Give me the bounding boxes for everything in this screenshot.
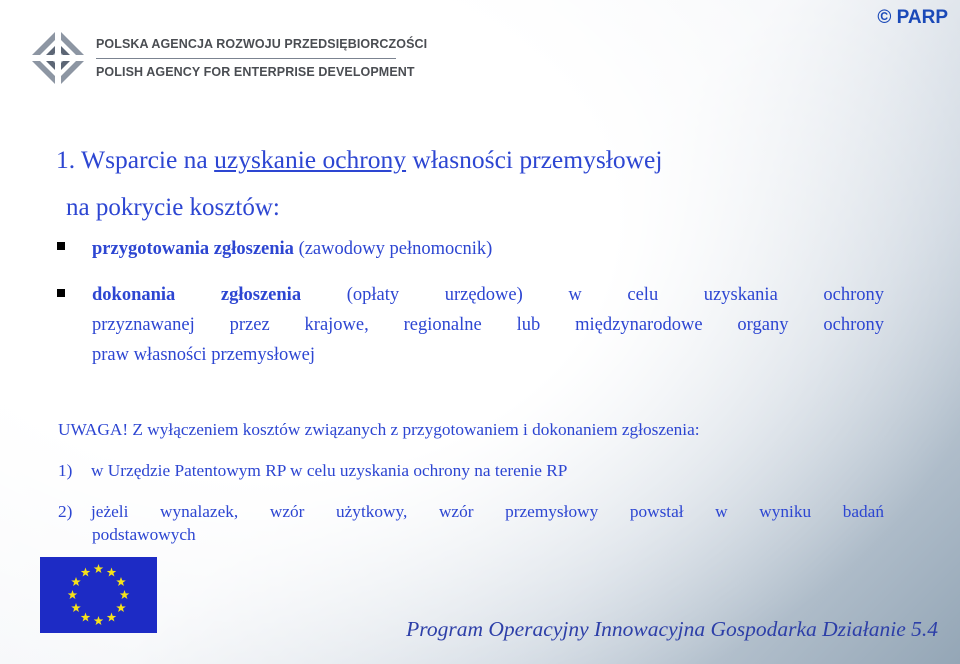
bullet-2-line1: (opłaty urzędowe) w celu uzyskania ochrony bbox=[346, 285, 885, 305]
bullet-2-line2: przyznawanej przez krajowe, regionalne lub międzynarodowe organy ochrony bbox=[92, 315, 884, 335]
title-underlined: uzyskanie ochrony bbox=[214, 145, 407, 174]
note-point-2-text: jeżeli wynalazek, wzór użytkowy, wzór przemysłowy powstał w wyniku badań bbox=[91, 502, 884, 521]
bullet-2-line3: praw własności przemysłowej bbox=[92, 345, 315, 365]
eu-flag bbox=[40, 557, 157, 633]
parp-logo bbox=[26, 24, 428, 94]
program-name: Program Operacyjny Innowacyjna Gospodarka Działanie 5.4 bbox=[406, 617, 938, 641]
bullet-1-bold: przygotowania zgłoszenia bbox=[92, 239, 294, 259]
bullet-2-bold: dokonania zgłoszenia bbox=[92, 285, 302, 305]
note-point-2-cont: podstawowych bbox=[92, 525, 196, 544]
logo-divider bbox=[96, 58, 396, 59]
slide-subtitle: na pokrycie kosztów: bbox=[66, 194, 280, 221]
bullet-square-icon bbox=[57, 289, 65, 297]
bullet-square-icon bbox=[57, 242, 65, 250]
brand-copyright: © PARP bbox=[877, 7, 948, 28]
bullet-item-2-line1 bbox=[92, 280, 884, 310]
note-point-1 bbox=[58, 461, 884, 481]
bullet-1-text: (zawodowy pełnomocnik) bbox=[293, 239, 493, 259]
logo-text-en: POLISH AGENCY FOR ENTERPRISE DEVELOPMENT bbox=[96, 65, 415, 79]
title-prefix: 1. Wsparcie na bbox=[56, 145, 215, 174]
note-point-2-num: 2) bbox=[58, 502, 73, 521]
parp-logo-mark-icon bbox=[26, 26, 90, 90]
note-point-1-text: w Urzędzie Patentowym RP w celu uzyskania ochrony na terenie RP bbox=[91, 461, 568, 480]
title-suffix: własności przemysłowej bbox=[406, 145, 663, 174]
slide-title bbox=[56, 145, 662, 175]
eu-stars-icon bbox=[40, 557, 157, 633]
logo-text-pl: POLSKA AGENCJA ROZWOJU PRZEDSIĘBIORCZOŚCI bbox=[96, 37, 428, 51]
note-point-1-num: 1) bbox=[58, 461, 73, 480]
note-text: UWAGA! Z wyłączeniem kosztów związanych z przygotowaniem i dokonaniem zgłoszenia: bbox=[58, 420, 700, 439]
bullet-item-1 bbox=[92, 234, 884, 264]
note-point-2 bbox=[58, 502, 884, 522]
